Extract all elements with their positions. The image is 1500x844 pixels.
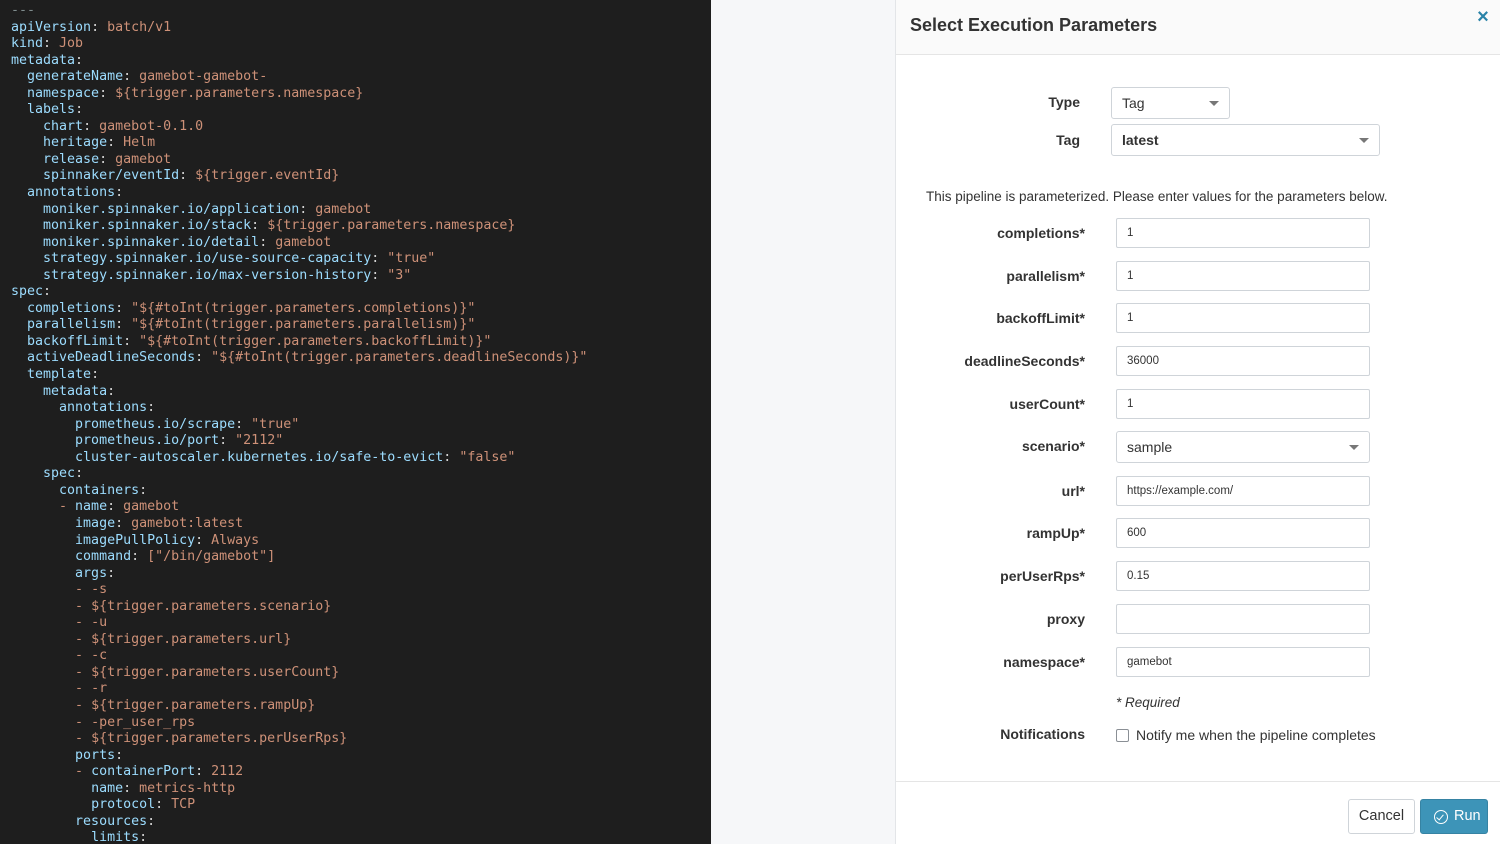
run-button[interactable] xyxy=(1420,799,1488,834)
code-indent xyxy=(11,202,43,217)
modal-header xyxy=(896,0,1500,55)
code-key: image xyxy=(75,515,116,531)
code-value: "${#toInt(trigger.parameters.completions)}" xyxy=(131,300,476,316)
code-key: prometheus.io/port xyxy=(75,433,220,449)
code-line: namespace: ${trigger.parameters.namespace} xyxy=(11,86,711,103)
code-indent xyxy=(11,566,75,581)
code-value: ${trigger.parameters.userCount} xyxy=(91,664,340,680)
yaml-code-pane[interactable] xyxy=(0,0,711,844)
code-line: image: gamebot:latest xyxy=(11,516,711,533)
code-value: metrics-http xyxy=(139,780,236,796)
code-indent xyxy=(11,235,43,250)
code-key: heritage xyxy=(43,135,108,151)
code-value: ${trigger.parameters.namespace} xyxy=(267,218,516,234)
code-value: gamebot xyxy=(115,151,172,167)
code-key: containers xyxy=(59,482,140,498)
param-input-peruserrps[interactable] xyxy=(1116,561,1370,591)
code-line: imagePullPolicy: Always xyxy=(11,533,711,550)
type-select[interactable] xyxy=(1111,87,1230,119)
code-line: prometheus.io/scrape: "true" xyxy=(11,417,711,434)
code-line xyxy=(11,698,711,715)
code-line: release: gamebot xyxy=(11,152,711,169)
code-key: moniker.spinnaker.io/detail xyxy=(43,234,260,250)
code-key: completions xyxy=(27,300,116,316)
code-line: cluster-autoscaler.kubernetes.io/safe-to-evict: "false" xyxy=(11,450,711,467)
code-indent xyxy=(11,433,75,448)
code-line: limits: xyxy=(11,830,711,844)
code-indent: - xyxy=(11,764,92,780)
code-indent xyxy=(11,450,75,465)
code-key: chart xyxy=(43,118,84,134)
param-select-value: sample xyxy=(1127,439,1173,455)
param-input-usercount[interactable] xyxy=(1116,389,1370,419)
code-indent: - xyxy=(11,582,92,598)
code-key: spec xyxy=(11,284,44,300)
code-indent: - xyxy=(11,499,76,515)
code-key: moniker.spinnaker.io/stack xyxy=(43,218,252,234)
code-key: activeDeadlineSeconds xyxy=(27,350,196,366)
code-value: batch/v1 xyxy=(107,19,172,35)
code-line: heritage: Helm xyxy=(11,135,711,152)
code-indent: - xyxy=(11,631,92,647)
code-indent xyxy=(11,218,43,233)
code-key: labels xyxy=(27,102,76,118)
code-value: ${trigger.parameters.rampUp} xyxy=(91,697,316,713)
code-value: -per_user_rps xyxy=(91,714,196,730)
code-indent xyxy=(11,367,27,382)
tag-select[interactable] xyxy=(1111,124,1380,156)
code-key: protocol xyxy=(91,797,156,813)
code-key: strategy.spinnaker.io/max-version-history xyxy=(43,267,372,283)
code-key: generateName xyxy=(27,69,124,85)
close-icon[interactable]: × xyxy=(1477,6,1489,28)
param-label-rampup: rampUp* xyxy=(1026,525,1085,541)
execution-parameters-modal xyxy=(895,0,1500,844)
code-indent xyxy=(11,152,43,167)
param-label-url: url* xyxy=(1061,483,1085,499)
type-select-value: Tag xyxy=(1122,95,1145,111)
code-line: metadata: xyxy=(11,384,711,401)
code-value: gamebot-gamebot- xyxy=(139,69,268,85)
code-value: "${#toInt(trigger.parameters.deadlineSeconds)}" xyxy=(211,350,588,366)
code-line: - name: gamebot xyxy=(11,499,180,515)
code-indent xyxy=(11,168,43,183)
code-key: template xyxy=(27,367,92,383)
code-line: moniker.spinnaker.io/stack: ${trigger.parameters.namespace} xyxy=(11,218,711,235)
code-key: args xyxy=(75,565,108,581)
code-line: command: ["/bin/gamebot"] xyxy=(11,549,711,566)
code-key: apiVersion xyxy=(11,19,92,35)
code-value: gamebot-0.1.0 xyxy=(99,118,204,134)
code-key: metadata xyxy=(11,52,76,68)
code-line: backoffLimit: "${#toInt(trigger.parameters.backoffLimit)}" xyxy=(11,334,711,351)
param-label-peruserrps: perUserRps* xyxy=(1000,568,1085,584)
code-line: strategy.spinnaker.io/max-version-history: "3" xyxy=(11,268,711,285)
code-line: protocol: TCP xyxy=(11,797,711,814)
code-key: limits xyxy=(91,830,140,844)
code-key: ports xyxy=(75,747,116,763)
code-key: namespace xyxy=(27,85,100,101)
code-value: ${trigger.parameters.scenario} xyxy=(91,598,332,614)
code-line: moniker.spinnaker.io/detail: gamebot xyxy=(11,235,711,252)
code-line: annotations: xyxy=(11,400,711,417)
required-note: * Required xyxy=(1116,695,1180,710)
code-line xyxy=(11,648,711,665)
code-indent: - xyxy=(11,598,92,614)
code-line xyxy=(11,632,711,649)
code-value: "true" xyxy=(251,416,300,432)
code-value: "false" xyxy=(459,449,516,465)
notify-checkbox[interactable] xyxy=(1116,729,1129,742)
chevron-down-icon xyxy=(1349,445,1359,450)
code-key: kind xyxy=(11,36,44,52)
code-indent: - xyxy=(11,615,92,631)
code-key: strategy.spinnaker.io/use-source-capacity xyxy=(43,251,372,267)
code-indent xyxy=(11,102,27,117)
code-line: spec: xyxy=(11,466,711,483)
code-value: -r xyxy=(91,681,108,697)
code-key: resources xyxy=(75,813,148,829)
param-label-scenario: scenario* xyxy=(1021,438,1085,454)
code-indent xyxy=(11,748,75,763)
code-value: Always xyxy=(211,532,260,548)
modal-title: Select Execution Parameters xyxy=(910,15,1158,35)
code-value: ${trigger.eventId} xyxy=(195,168,340,184)
code-value: "3" xyxy=(387,267,412,283)
code-key: backoffLimit xyxy=(27,333,124,349)
code-indent xyxy=(11,814,75,829)
code-key: spinnaker/eventId xyxy=(43,168,180,184)
code-line: metadata: xyxy=(11,52,92,68)
code-key: metadata xyxy=(43,383,108,399)
param-label-namespace: namespace* xyxy=(1003,654,1085,670)
code-indent: - xyxy=(11,697,92,713)
code-indent xyxy=(11,86,27,101)
code-key: command xyxy=(75,549,132,565)
code-key: name xyxy=(75,499,108,515)
code-indent: - xyxy=(11,664,92,680)
param-label-usercount: userCount* xyxy=(1009,396,1085,412)
code-line: spinnaker/eventId: ${trigger.eventId} xyxy=(11,168,711,185)
code-line xyxy=(11,715,711,732)
parameters-intro-text: This pipeline is parameterized. Please enter values for the parameters below. xyxy=(926,189,1388,204)
background-gap xyxy=(711,0,895,844)
code-indent xyxy=(11,400,59,415)
code-indent xyxy=(11,384,43,399)
code-value: gamebot xyxy=(123,499,180,515)
code-line: prometheus.io/port: "2112" xyxy=(11,433,711,450)
chevron-down-icon xyxy=(1209,101,1219,106)
code-line: name: metrics-http xyxy=(11,781,711,798)
code-line xyxy=(11,665,711,682)
notify-label[interactable]: Notify me when the pipeline completes xyxy=(1136,727,1376,743)
code-key: release xyxy=(43,151,100,167)
code-value: 2112 xyxy=(211,764,244,780)
code-indent xyxy=(11,301,27,316)
code-line: moniker.spinnaker.io/application: gamebot xyxy=(11,202,711,219)
code-key: annotations xyxy=(27,185,116,201)
code-value: ${trigger.parameters.perUserRps} xyxy=(91,731,348,747)
code-value: gamebot xyxy=(315,201,372,217)
code-line: generateName: gamebot-gamebot- xyxy=(11,69,711,86)
param-input-deadlineseconds[interactable] xyxy=(1116,346,1370,376)
code-value: "2112" xyxy=(235,433,284,449)
code-line: strategy.spinnaker.io/use-source-capacity: "true" xyxy=(11,251,711,268)
param-label-deadlineseconds: deadlineSeconds* xyxy=(964,353,1085,369)
code-key: annotations xyxy=(59,400,148,416)
code-value: -c xyxy=(91,648,108,664)
code-indent xyxy=(11,797,91,812)
code-indent xyxy=(11,516,75,531)
param-input-rampup[interactable] xyxy=(1116,518,1370,548)
code-line: activeDeadlineSeconds: "${#toInt(trigger.parameters.deadlineSeconds)}" xyxy=(11,350,711,367)
tag-label: Tag xyxy=(1056,132,1080,148)
param-input-proxy[interactable] xyxy=(1116,604,1370,634)
code-indent xyxy=(11,119,43,134)
param-label-parallelism: parallelism* xyxy=(1006,268,1085,284)
code-value: -s xyxy=(91,582,108,598)
code-indent xyxy=(11,251,43,266)
code-line: completions: "${#toInt(trigger.parameters.completions)}" xyxy=(11,301,711,318)
code-line: spec: xyxy=(11,284,60,300)
code-indent xyxy=(11,185,27,200)
code-value: Job xyxy=(59,36,84,52)
code-key: parallelism xyxy=(27,317,116,333)
code-value: ${trigger.parameters.namespace} xyxy=(115,85,364,101)
code-value: "${#toInt(trigger.parameters.backoffLimit)}" xyxy=(139,333,492,349)
code-line xyxy=(11,582,711,599)
code-key: containerPort xyxy=(91,764,196,780)
code-line: resources: xyxy=(11,814,711,831)
code-value: "true" xyxy=(387,251,436,267)
code-indent xyxy=(11,781,91,796)
code-indent xyxy=(11,135,43,150)
code-line: template: xyxy=(11,367,711,384)
code-indent: - xyxy=(11,681,92,697)
code-line xyxy=(11,681,711,698)
code-value: gamebot xyxy=(275,234,332,250)
param-label-proxy: proxy xyxy=(1046,611,1085,627)
code-indent xyxy=(11,466,43,481)
code-indent: - xyxy=(11,648,92,664)
code-line xyxy=(11,615,711,632)
code-value: Helm xyxy=(123,135,156,151)
param-input-completions[interactable] xyxy=(1116,218,1370,248)
code-indent: - xyxy=(11,714,92,730)
code-key: imagePullPolicy xyxy=(75,532,196,548)
code-line: chart: gamebot-0.1.0 xyxy=(11,119,711,136)
param-label-completions: completions* xyxy=(997,225,1085,241)
code-value: ${trigger.parameters.url} xyxy=(91,631,292,647)
code-indent xyxy=(11,549,75,564)
code-indent xyxy=(11,69,27,84)
param-input-url[interactable] xyxy=(1116,476,1370,506)
code-indent xyxy=(11,334,27,349)
code-line xyxy=(11,599,711,616)
code-indent xyxy=(11,268,43,283)
param-select-scenario[interactable] xyxy=(1116,431,1370,463)
code-value: TCP xyxy=(171,797,196,813)
param-label-backofflimit: backoffLimit* xyxy=(996,310,1085,326)
code-value: -u xyxy=(91,615,108,631)
code-indent xyxy=(11,417,75,432)
run-button-label: Run xyxy=(1454,808,1481,824)
code-indent xyxy=(11,483,59,498)
code-line: containers: xyxy=(11,483,711,500)
code-key: spec xyxy=(43,466,76,482)
code-line: annotations: xyxy=(11,185,711,202)
code-line: apiVersion: batch/v1 xyxy=(11,19,172,35)
code-line: ports: xyxy=(11,748,711,765)
code-separator: --- xyxy=(11,3,36,18)
code-key: moniker.spinnaker.io/application xyxy=(43,201,300,217)
code-line: args: xyxy=(11,566,711,583)
type-label: Type xyxy=(1048,94,1080,110)
code-indent xyxy=(11,830,91,844)
code-line: labels: xyxy=(11,102,711,119)
code-line: parallelism: "${#toInt(trigger.parameters.parallelism)}" xyxy=(11,317,711,334)
code-key: name xyxy=(91,780,124,796)
param-input-backofflimit[interactable] xyxy=(1116,303,1370,333)
code-indent: - xyxy=(11,731,92,747)
param-input-namespace[interactable] xyxy=(1116,647,1370,677)
code-line: kind: Job xyxy=(11,36,84,52)
code-key: prometheus.io/scrape xyxy=(75,416,236,432)
code-indent xyxy=(11,317,27,332)
code-value: gamebot:latest xyxy=(131,515,244,531)
code-line: - containerPort: 2112 xyxy=(11,764,244,780)
code-value: ["/bin/gamebot"] xyxy=(147,549,276,565)
code-indent xyxy=(11,533,75,548)
param-input-parallelism[interactable] xyxy=(1116,261,1370,291)
tag-select-value: latest xyxy=(1122,132,1159,148)
code-line xyxy=(11,731,711,748)
modal-footer xyxy=(896,781,1500,844)
code-indent xyxy=(11,350,27,365)
cancel-button[interactable]: Cancel xyxy=(1348,799,1415,834)
code-key: cluster-autoscaler.kubernetes.io/safe-to-evict xyxy=(75,449,444,465)
check-circle-icon xyxy=(1434,810,1448,824)
code-line xyxy=(11,3,711,20)
code-value: "${#toInt(trigger.parameters.parallelism)}" xyxy=(131,317,476,333)
chevron-down-icon xyxy=(1359,138,1369,143)
notifications-label: Notifications xyxy=(1000,726,1085,742)
